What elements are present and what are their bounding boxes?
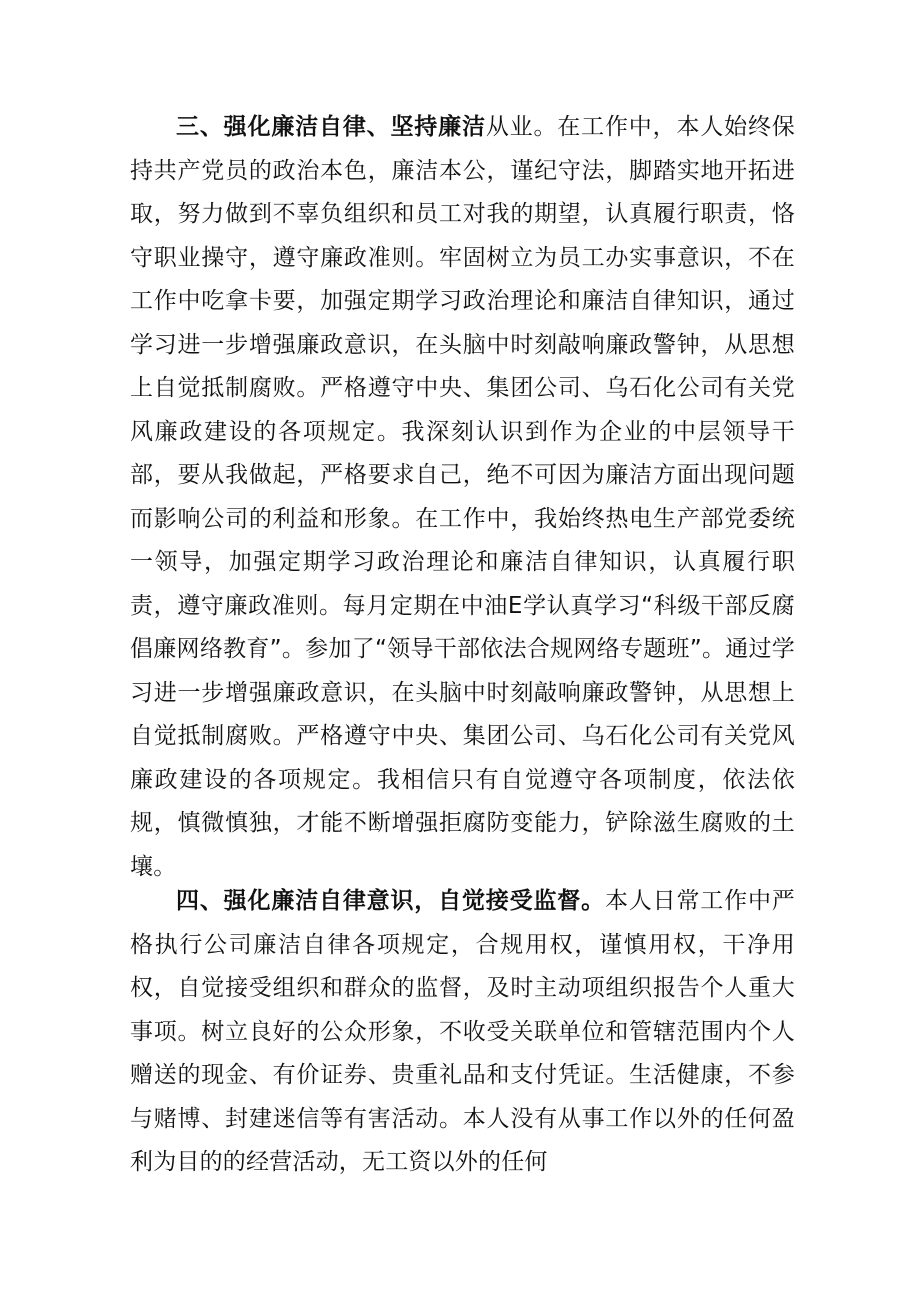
paragraph-section-4 xyxy=(130,880,795,1185)
paragraph-body-text: 本人日常工作中严格执行公司廉洁自律各项规定，合规用权，谨慎用权，干净用权，自觉接受组织和群众的监督，及时主动项组织报告个人重大事项。树立良好的公众形象，不收受关联单位和管辖范围内个人赠送的现金、有价证券、贵重礼品和支付凭证。生活健康，不参与赌博、封建迷信等有害活动。本人没有从事工作以外的任何盈利为目的的经营活动，无工资以外的任何 xyxy=(130,888,795,1175)
paragraph-lead-heading: 四、强化廉洁自律意识，自觉接受监督。 xyxy=(176,888,605,914)
paragraph-body-text: 从业。在工作中，本人始终保持共产党员的政治本色，廉洁本公，谨纪守法，脚踏实地开拓进取，努力做到不辜负组织和员工对我的期望，认真履行职责，恪守职业操守，遵守廉政准则。牢固树立为员工办实事意识，不在工作中吃拿卡要，加强定期学习政治理论和廉洁自律知识，通过学习进一步增强廉政意识，在头脑中时刻敲响廉政警钟，从思想上自觉抵制腐败。严格遵守中央、集团公司、乌石化公司有关党风廉政建设的各项规定。我深刻认识到作为企业的中层领导干部，要从我做起，严格要求自己，绝不可因为廉洁方面出现问题而影响公司的利益和形象。在工作中，我始终热电生产部党委统一领导，加强定期学习政治理论和廉洁自律知识，认真履行职责，遵守廉政准则。每月定期在中油E学认真学习“科级干部反腐倡廉网络教育”。参加了“领导干部依法合规网络专题班”。通过学习进一步增强廉政意识，在头脑中时刻敲响廉政警钟，从思想上自觉抵制腐败。严格遵守中央、集团公司、乌石化公司有关党风廉政建设的各项规定。我相信只有自觉遵守各项制度，依法依规，慎微慎独，才能不断增强拒腐防变能力，铲除滋生腐败的土壤。 xyxy=(130,114,795,880)
paragraph-section-3 xyxy=(130,106,795,889)
paragraph-lead-heading: 三、强化廉洁自律、坚持廉洁 xyxy=(176,114,486,140)
